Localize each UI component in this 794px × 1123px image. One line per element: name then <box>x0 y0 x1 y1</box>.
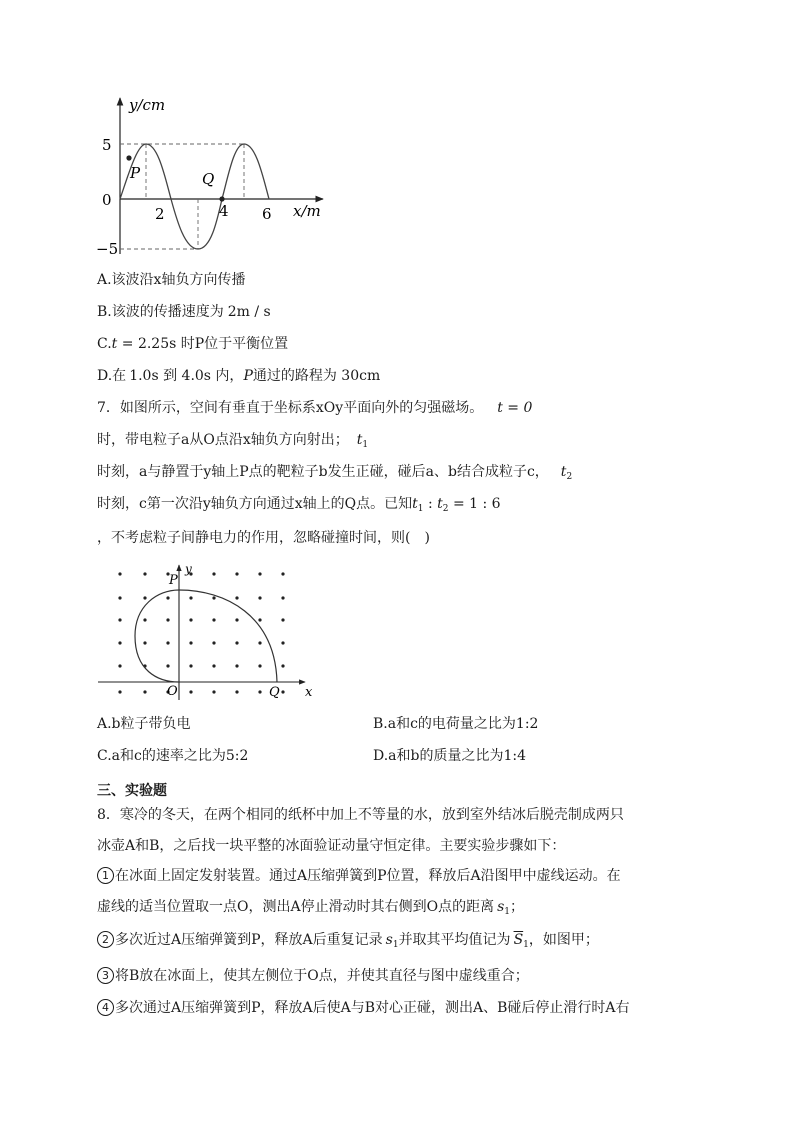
field-graph <box>95 560 325 702</box>
field-dot <box>189 641 192 644</box>
q6-option-c-prefix: C. <box>97 336 112 352</box>
field-dot <box>235 664 238 667</box>
tick-5: 5 <box>102 136 112 154</box>
point-q-label: Q <box>202 170 215 188</box>
q6-option-b-text: B.该波的传播速度为 <box>97 304 224 320</box>
y-axis-label: y/cm <box>129 96 166 114</box>
field-dot <box>143 690 146 693</box>
q7-ratio-t2-sub: 2 <box>442 504 449 514</box>
field-dot <box>189 690 192 693</box>
tick-neg5: −5 <box>96 240 119 258</box>
trajectory-c <box>179 590 277 682</box>
q6-option-d-p: P <box>243 368 253 384</box>
field-dot <box>118 664 121 667</box>
q6-option-d <box>97 366 380 386</box>
field-label-y: y <box>185 562 192 576</box>
q7-line3 <box>97 462 572 487</box>
field-dot <box>166 664 169 667</box>
field-label-x: x <box>305 685 313 700</box>
field-dot <box>143 618 146 621</box>
q7-option-c: C.a和c的速率之比为5:2 <box>97 748 249 764</box>
q7-ratio-t1-sub: 1 <box>417 504 424 514</box>
q7-line5: ，不考虑粒子间静电力的作用，忽略碰撞时间，则( ) <box>97 530 430 546</box>
field-dot <box>189 618 192 621</box>
field-dot <box>212 690 215 693</box>
q8-step2-s-sub: 1 <box>392 940 399 950</box>
field-dots <box>118 572 284 693</box>
field-dot <box>258 572 261 575</box>
field-label-o: O <box>167 684 178 699</box>
field-dot <box>281 664 284 667</box>
field-dot <box>258 690 261 693</box>
q7-ratio-value: = 1 : 6 <box>448 496 501 512</box>
q8-step2-sbar: $\overline{S}$ <box>513 932 524 948</box>
q7-line1-text: 7．如图所示，空间有垂直于坐标系xOy平面向外的匀强磁场。 <box>97 400 484 416</box>
q6-option-a: A.该波沿x轴负方向传播 <box>97 272 246 288</box>
field-dot <box>281 596 284 599</box>
field-dot <box>235 690 238 693</box>
field-dot <box>118 618 121 621</box>
q7-line4 <box>97 494 501 519</box>
step3-number: 3 <box>97 967 114 984</box>
field-dot <box>143 596 146 599</box>
field-dot <box>281 572 284 575</box>
q7-line3-text: 时刻，a与静置于y轴上P点的靶粒子b发生正碰，碰后a、b结合成粒子c， <box>97 464 549 480</box>
q7-line2-t1-sub: 1 <box>362 440 369 450</box>
q8-step2-s: s <box>385 932 393 948</box>
q6-option-c-t: t <box>111 336 118 352</box>
field-dot <box>235 618 238 621</box>
field-dot <box>235 572 238 575</box>
point-p-dot <box>126 155 131 160</box>
q7-ratio-t2: t <box>437 496 443 512</box>
field-dot <box>281 618 284 621</box>
field-dot <box>118 596 121 599</box>
tick-6: 6 <box>262 205 272 223</box>
q6-option-b-value: 2m / s <box>227 304 271 320</box>
q7-line3-t2-sub: 2 <box>566 472 573 482</box>
field-dot <box>258 596 261 599</box>
wave-curve <box>120 144 269 249</box>
q7-option-d: D.a和b的质量之比为1:4 <box>373 748 527 764</box>
tick-0: 0 <box>102 191 112 209</box>
field-dot <box>212 572 215 575</box>
point-q-dot <box>219 196 224 201</box>
q7-line4-text: 时刻，c第一次沿y轴负方向通过x轴上的Q点。已知 <box>97 496 413 512</box>
field-dot <box>189 664 192 667</box>
field-dot <box>212 618 215 621</box>
q7-line2-t1: t <box>356 432 363 448</box>
q8-step3 <box>97 966 529 986</box>
q8-step2-mid: 并取其平均值记为 <box>398 932 511 948</box>
step4-number: 4 <box>97 999 114 1016</box>
field-dot <box>212 664 215 667</box>
q8-step2-end: ，如图甲； <box>528 932 599 948</box>
q8-line1: 8．寒冷的冬天，在两个相同的纸杯中加上不等量的水，放到室外结冰后脱壳制成两只 <box>97 807 624 823</box>
field-dot <box>166 618 169 621</box>
q8-step4 <box>97 998 630 1018</box>
field-dot <box>235 596 238 599</box>
q8-step1-line2 <box>97 897 524 922</box>
q7-option-a: A.b粒子带负电 <box>97 716 191 732</box>
field-dot <box>166 641 169 644</box>
q8-step2-text: 多次近过A压缩弹簧到P，释放A后重复记录 <box>115 932 383 948</box>
field-dot <box>118 572 121 575</box>
q6-option-d-mid: 1.0s 到 4.0s 内， <box>129 368 244 384</box>
field-dot <box>258 618 261 621</box>
q7-line1-t0: t = 0 <box>497 400 533 416</box>
field-dot <box>118 690 121 693</box>
section-title: 三、实验题 <box>97 783 167 799</box>
field-dot <box>235 641 238 644</box>
field-dot <box>212 641 215 644</box>
q6-option-c-suffix: 时P位于平衡位置 <box>176 336 289 352</box>
q6-option-d-suffix: 通过的路程为 30cm <box>252 368 381 384</box>
q8-step1-s: s <box>497 899 505 915</box>
q8-step1-s-sub: 1 <box>504 907 510 917</box>
field-dot <box>166 596 169 599</box>
trajectory-a <box>135 590 179 682</box>
field-dot <box>258 641 261 644</box>
q8-step1-line1 <box>97 866 621 886</box>
q8-step4-text: 多次通过A压缩弹簧到P，释放A后使A与B对心正碰，测出A、B碰后停止滑行时A右 <box>115 1000 630 1016</box>
tick-4: 4 <box>219 202 229 220</box>
q7-ratio-colon: : <box>423 496 438 512</box>
q6-option-d-prefix: D.在 <box>97 368 127 384</box>
q7-line2 <box>97 430 368 455</box>
field-dot <box>143 641 146 644</box>
q8-step2 <box>97 930 599 955</box>
q8-step3-text: 将B放在冰面上，使其左侧位于O点，并使其直径与图中虚线重合； <box>115 968 529 984</box>
q7-line3-t2: t <box>560 464 567 480</box>
q8-step1-end: ； <box>510 899 524 915</box>
field-dot <box>258 664 261 667</box>
field-dot <box>281 690 284 693</box>
q8-step2-sbar-sub: 1 <box>523 940 529 950</box>
q8-step1-text: 在冰面上固定发射装置。通过A压缩弹簧到P位置，释放后A沿图甲中虚线运动。在 <box>115 868 621 884</box>
wave-graph <box>95 92 335 262</box>
field-dot <box>118 641 121 644</box>
q6-option-b <box>97 302 271 322</box>
q8-line2: 冰壶A和B，之后找一块平整的冰面验证动量守恒定律。主要实验步骤如下： <box>97 838 566 854</box>
q8-step1-text2: 虚线的适当位置取一点O，测出A停止滑动时其右侧到O点的距离 <box>97 899 495 915</box>
x-axis-label: x/m <box>293 202 321 220</box>
field-dot <box>143 572 146 575</box>
q6-option-c <box>97 334 288 354</box>
q7-ratio-t1: t <box>412 496 418 512</box>
q7-line2-text: 时，带电粒子a从O点沿x轴负方向射出； <box>97 432 349 448</box>
field-label-q: Q <box>269 685 280 700</box>
q7-option-b: B.a和c的电荷量之比为1:2 <box>373 716 539 732</box>
field-dot <box>281 641 284 644</box>
tick-2: 2 <box>155 205 165 223</box>
step1-number: 1 <box>97 867 114 884</box>
q7-line1 <box>97 398 532 418</box>
point-p-label: P <box>130 164 141 182</box>
field-dot <box>189 596 192 599</box>
field-label-p: P <box>169 573 178 588</box>
step2-number: 2 <box>97 931 114 948</box>
q6-option-c-eq: = 2.25s <box>117 336 177 352</box>
field-dot <box>212 596 215 599</box>
